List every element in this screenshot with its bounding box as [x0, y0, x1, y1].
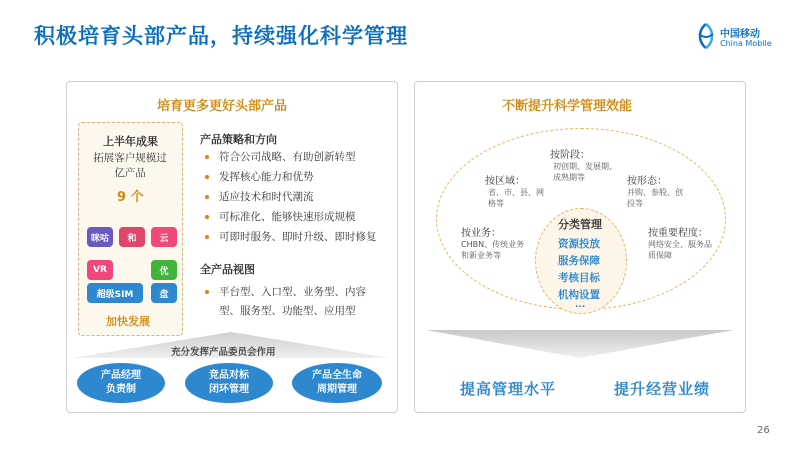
- overview-line-1: 平台型、入口型、业务型、内容: [205, 284, 366, 299]
- logo-text-cn: 中国移动: [720, 29, 760, 40]
- goal-left: 提高管理水平: [460, 380, 557, 398]
- strategy-title: 产品策略和方向: [200, 133, 277, 146]
- product-manager-oval: 产品经理 负责制: [77, 363, 165, 403]
- bullet-dot-icon: [205, 155, 209, 159]
- overview-line-2: 型、服务型、功能型、应用型: [219, 305, 356, 317]
- strategy-item: 可即时服务、即时升级、即时修复: [205, 229, 377, 244]
- goal-right: 提升经营业绩: [614, 380, 711, 398]
- page-title: 积极培育头部产品，持续强化科学管理: [34, 24, 408, 48]
- strategy-item: 适应技术和时代潮流: [205, 189, 314, 204]
- core-item: 服务保障: [558, 255, 600, 267]
- form-annotation-desc: 并购、参股、创投等: [627, 188, 683, 208]
- right-panel-heading: 不断提升科学管理效能: [502, 99, 633, 114]
- achievement-title: 上半年成果: [103, 135, 158, 148]
- committee-label: 充分发挥产品委员会作用: [171, 347, 276, 358]
- importance-annotation-title: 按重要程度：: [648, 228, 708, 239]
- youxiang-app-icon: 优: [151, 260, 177, 280]
- bullet-dot-icon: [205, 290, 209, 294]
- lifecycle-management-oval: 产品全生命 周期管理: [292, 363, 382, 403]
- form-annotation-title: 按形态：: [627, 176, 667, 187]
- hemu-app-icon: 和: [119, 227, 145, 247]
- core-title: 分类管理: [558, 218, 602, 231]
- strategy-item: 可标准化、能够快速形成规模: [205, 209, 356, 224]
- supersim-app-icon: 超级SIM: [87, 283, 143, 303]
- bullet-dot-icon: [205, 235, 209, 239]
- core-item: 机构设置: [558, 289, 600, 301]
- mcloud-app-icon: 云: [151, 227, 177, 247]
- overview-title: 全产品视图: [200, 263, 255, 276]
- bullet-dot-icon: [205, 215, 209, 219]
- bullet-dot-icon: [205, 175, 209, 179]
- competitor-benchmark-oval: 竞品对标 闭环管理: [185, 363, 273, 403]
- region-annotation-title: 按区域：: [485, 176, 525, 187]
- china-mobile-logo: [694, 22, 774, 62]
- gray-funnel-shape: [426, 330, 734, 358]
- vr-app-icon: VR: [87, 260, 113, 280]
- core-item-more: ...: [575, 300, 586, 310]
- china-mobile-logo-icon: [694, 22, 718, 50]
- left-panel-heading: 培育更多更好头部产品: [157, 99, 288, 114]
- business-annotation-desc: CHBN、传统业务和新业务等: [461, 240, 525, 260]
- page-number: 26: [757, 425, 770, 436]
- bullet-dot-icon: [205, 195, 209, 199]
- business-annotation-title: 按业务：: [461, 228, 501, 239]
- ocloud-app-icon: 盘: [151, 283, 177, 303]
- strategy-item: 符合公司战略、有助创新转型: [205, 149, 356, 164]
- achievement-footer: 加快发展: [106, 315, 150, 328]
- core-item: 考核目标: [558, 272, 600, 284]
- achievement-desc: 拓展客户规模过亿产品: [93, 152, 167, 179]
- core-item: 资源投放: [558, 238, 600, 250]
- logo-text-en: China Mobile: [720, 39, 772, 48]
- achievement-count: 9 个: [117, 190, 144, 205]
- strategy-item: 发挥核心能力和优势: [205, 169, 314, 184]
- migu-video-app-icon: 咪咕: [87, 227, 113, 247]
- importance-annotation-desc: 网络安全、服务品质保障: [648, 240, 712, 260]
- region-annotation-desc: 省、市、县、网格等: [488, 188, 544, 208]
- stage-annotation-desc: 初创期、发展期、成熟期等: [553, 162, 617, 182]
- stage-annotation-title: 按阶段：: [550, 150, 590, 161]
